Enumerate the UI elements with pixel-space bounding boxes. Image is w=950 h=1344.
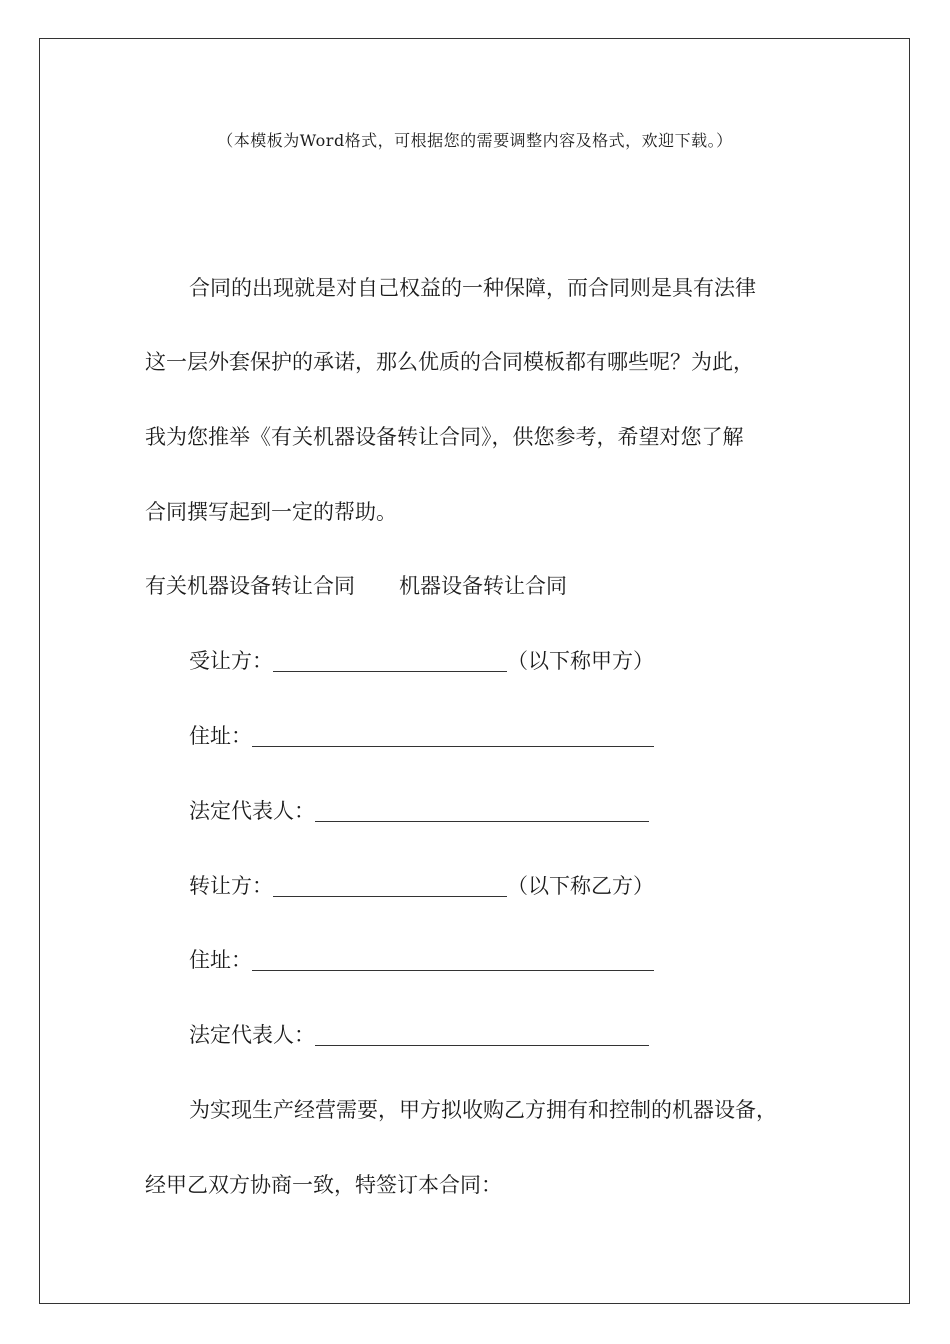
party-a-address-label: 住址：	[189, 724, 252, 748]
party-a-label: 受让方：	[189, 649, 273, 673]
purpose-line-2: 经甲乙双方协商一致，特签订本合同：	[145, 1173, 502, 1197]
party-b-address-line	[189, 950, 654, 971]
title-line	[145, 576, 567, 597]
purpose-line-1: 为实现生产经营需要，甲方拟收购乙方拥有和控制的机器设备，	[189, 1098, 777, 1122]
intro-line-2: 这一层外套保护的承诺，那么优质的合同模板都有哪些呢？为此，	[145, 350, 754, 374]
party-a-rep-label: 法定代表人：	[189, 799, 315, 823]
party-a-address-line	[189, 726, 654, 747]
template-note: （本模板为Word格式，可根据您的需要调整内容及格式，欢迎下载。）	[217, 131, 733, 150]
contract-subtitle: 机器设备转让合同	[399, 574, 567, 598]
party-a-rep-line	[189, 801, 649, 822]
intro-line-3: 我为您推举《有关机器设备转让合同》，供您参考，希望对您了解	[145, 425, 744, 449]
party-b-address-blank[interactable]	[252, 969, 654, 971]
party-b-rep-line	[189, 1025, 649, 1046]
party-a-suffix: （以下称甲方）	[507, 649, 654, 673]
party-a-line	[189, 651, 654, 672]
contract-title: 有关机器设备转让合同	[145, 574, 355, 598]
party-b-rep-label: 法定代表人：	[189, 1023, 315, 1047]
party-b-suffix: （以下称乙方）	[507, 874, 654, 898]
party-b-rep-blank[interactable]	[315, 1044, 649, 1046]
party-b-name-blank[interactable]	[273, 895, 507, 897]
party-b-address-label: 住址：	[189, 948, 252, 972]
party-b-line	[189, 876, 654, 897]
party-b-label: 转让方：	[189, 874, 273, 898]
intro-line-1: 合同的出现就是对自己权益的一种保障，而合同则是具有法律	[189, 276, 756, 300]
party-a-rep-blank[interactable]	[315, 820, 649, 822]
intro-line-4: 合同撰写起到一定的帮助。	[145, 500, 397, 524]
party-a-address-blank[interactable]	[252, 745, 654, 747]
party-a-name-blank[interactable]	[273, 670, 507, 672]
